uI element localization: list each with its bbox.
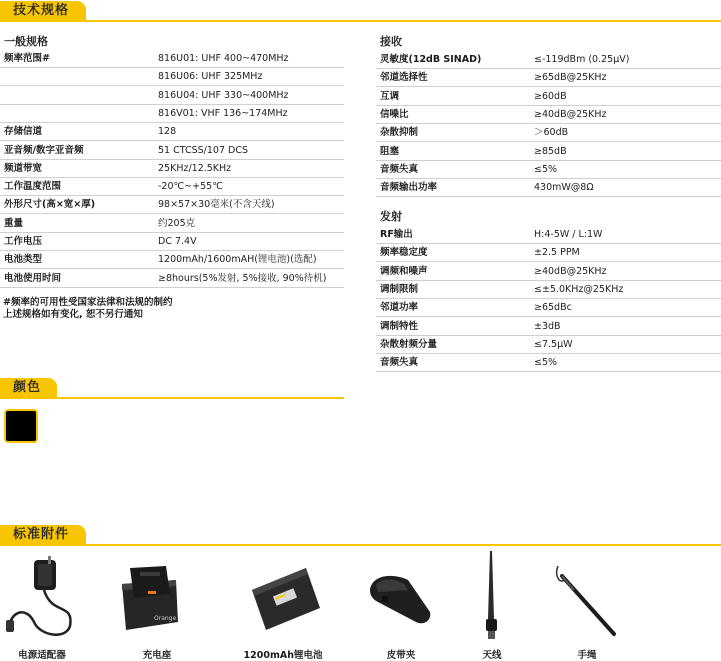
receive-spec-value: ≥40dB@25KHz: [534, 108, 607, 120]
receive-spec-row: [376, 51, 721, 69]
general-spec-label: 重量: [4, 217, 24, 229]
general-spec-row: [0, 196, 344, 214]
transmit-spec-row: [376, 263, 721, 281]
general-spec-row: [0, 68, 344, 86]
transmit-spec-label: 调频和噪声: [380, 265, 428, 277]
receive-spec-label: 音频失真: [380, 163, 419, 175]
general-spec-value: 约205克: [158, 217, 196, 229]
general-spec-row: [0, 215, 344, 233]
transmit-spec-label: 调制限制: [380, 283, 419, 295]
receive-spec-label: 互调: [380, 90, 400, 102]
general-spec-value: 816U04: UHF 330~400MHz: [158, 89, 289, 101]
transmit-spec-label: 频率稳定度: [380, 247, 428, 259]
transmit-title: 发射: [380, 210, 402, 223]
general-spec-row: [0, 160, 344, 178]
note-frequency: #频率的可用性受国家法律和法规的制约: [3, 297, 173, 308]
accessory-label: 皮带夹: [386, 650, 416, 661]
receive-spec-row: [376, 106, 721, 124]
general-spec-value: 816U01: UHF 400~470MHz: [158, 53, 289, 64]
black-color-swatch: [4, 409, 38, 443]
transmit-spec-value: ≥65dBc: [534, 302, 572, 314]
charger-brand: Orange: [154, 615, 177, 622]
general-spec-row: [0, 50, 344, 68]
accessory-label: 充电座: [142, 650, 172, 661]
receive-spec-label: 杂散抑制: [380, 127, 419, 139]
general-spec-row: [0, 178, 344, 196]
transmit-spec-row: [376, 226, 721, 244]
general-spec-row: [0, 87, 344, 105]
specs-header: 技术规格: [0, 1, 86, 21]
general-spec-label: 工作温度范围: [4, 181, 62, 193]
general-spec-row: [0, 251, 344, 269]
accessories-divider: [0, 544, 721, 546]
accessory-label: 天线: [482, 650, 502, 661]
color-divider: [0, 397, 344, 399]
general-spec-value: 1200mAh/1600mAH(锂电池)(选配): [158, 254, 317, 266]
accessory-label: 电源适配器: [18, 650, 66, 661]
general-spec-label: 电池使用时间: [4, 272, 62, 284]
transmit-spec-row: [376, 354, 721, 372]
receive-spec-label: 灵敏度(12dB SINAD): [380, 54, 482, 65]
receive-spec-row: [376, 143, 721, 161]
charger-icon: [118, 564, 180, 636]
general-spec-value: 51 CTCSS/107 DCS: [158, 144, 249, 156]
general-spec-label: 亚音频/数字亚音频: [4, 144, 84, 156]
general-spec-value: 25KHz/12.5KHz: [158, 162, 232, 174]
general-spec-value: 816U06: UHF 325MHz: [158, 71, 263, 83]
accessory-label: 手绳: [577, 650, 597, 661]
general-spec-value: 128: [158, 126, 177, 138]
receive-spec-value: ≤-119dBm (0.25μV): [534, 54, 630, 65]
transmit-spec-value: ≥40dB@25KHz: [534, 265, 607, 277]
transmit-spec-label: 邻道功率: [380, 302, 419, 314]
transmit-spec-value: H:4-5W / L:1W: [534, 229, 603, 240]
receive-spec-row: [376, 69, 721, 87]
receive-spec-value: ≥60dB: [534, 90, 567, 102]
belt-clip-icon: [368, 572, 434, 628]
receive-spec-label: 音频输出功率: [380, 182, 438, 194]
transmit-spec-value: ≤7.5μW: [534, 338, 573, 350]
general-spec-value: 98×57×30毫米(不含天线): [158, 199, 275, 211]
transmit-spec-value: ±2.5 PPM: [534, 247, 580, 259]
receive-spec-row: [376, 124, 721, 142]
transmit-spec-value: ≤5%: [534, 357, 558, 369]
transmit-spec-value: ≤±5.0KHz@25KHz: [534, 283, 624, 295]
transmit-spec-row: [376, 299, 721, 317]
transmit-spec-row: [376, 281, 721, 299]
transmit-spec-row: [376, 336, 721, 354]
power-adapter-icon: [4, 556, 84, 642]
general-spec-row: [0, 233, 344, 251]
note-disclaimer: 上述规格如有变化, 恕不另行通知: [3, 309, 143, 320]
receive-spec-value: ＞60dB: [534, 127, 569, 139]
accessories-header: 标准附件: [0, 525, 86, 545]
receive-spec-value: ≤5%: [534, 163, 558, 175]
color-header: 颜色: [0, 378, 57, 398]
transmit-spec-label: RF输出: [380, 229, 413, 240]
battery-icon: [246, 566, 324, 632]
general-spec-label: 频率范围#: [4, 53, 50, 64]
general-spec-label: 电池类型: [4, 254, 43, 266]
receive-spec-row: [376, 161, 721, 179]
general-spec-label: 外形尺寸(高×宽×厚): [4, 199, 96, 211]
accessory-label: 1200mAh锂电池: [243, 650, 323, 661]
transmit-spec-row: [376, 318, 721, 336]
general-spec-row: [0, 105, 344, 123]
general-spec-value: -20℃~+55℃: [158, 181, 223, 193]
general-spec-value: ≥8hours(5%发射, 5%接收, 90%待机): [158, 272, 327, 284]
receive-title: 接收: [380, 35, 402, 48]
general-spec-row: [0, 142, 344, 160]
general-spec-label: 存储信道: [4, 126, 43, 138]
receive-spec-row: [376, 88, 721, 106]
specs-divider: [0, 20, 721, 22]
transmit-spec-label: 音频失真: [380, 357, 419, 369]
receive-spec-label: 阻塞: [380, 145, 400, 157]
receive-spec-value: ≥65dB@25KHz: [534, 72, 607, 84]
general-title: 一般规格: [4, 35, 48, 48]
transmit-spec-label: 调制特性: [380, 320, 419, 332]
general-spec-label: 工作电压: [4, 236, 43, 247]
receive-spec-label: 邻道选择性: [380, 72, 428, 84]
antenna-icon: [481, 549, 503, 645]
receive-spec-row: [376, 179, 721, 197]
transmit-spec-label: 杂散射频分量: [380, 338, 438, 350]
transmit-spec-value: ±3dB: [534, 320, 561, 332]
receive-spec-value: 430mW@8Ω: [534, 182, 594, 194]
transmit-spec-row: [376, 244, 721, 262]
receive-spec-label: 信噪比: [380, 108, 409, 120]
general-spec-row: [0, 270, 344, 288]
general-spec-value: 816V01: VHF 136~174MHz: [158, 107, 288, 119]
general-spec-row: [0, 123, 344, 141]
general-spec-label: 频道带宽: [4, 162, 43, 174]
receive-spec-value: ≥85dB: [534, 145, 567, 157]
wrist-strap-icon: [552, 562, 622, 638]
general-spec-value: DC 7.4V: [158, 236, 197, 247]
